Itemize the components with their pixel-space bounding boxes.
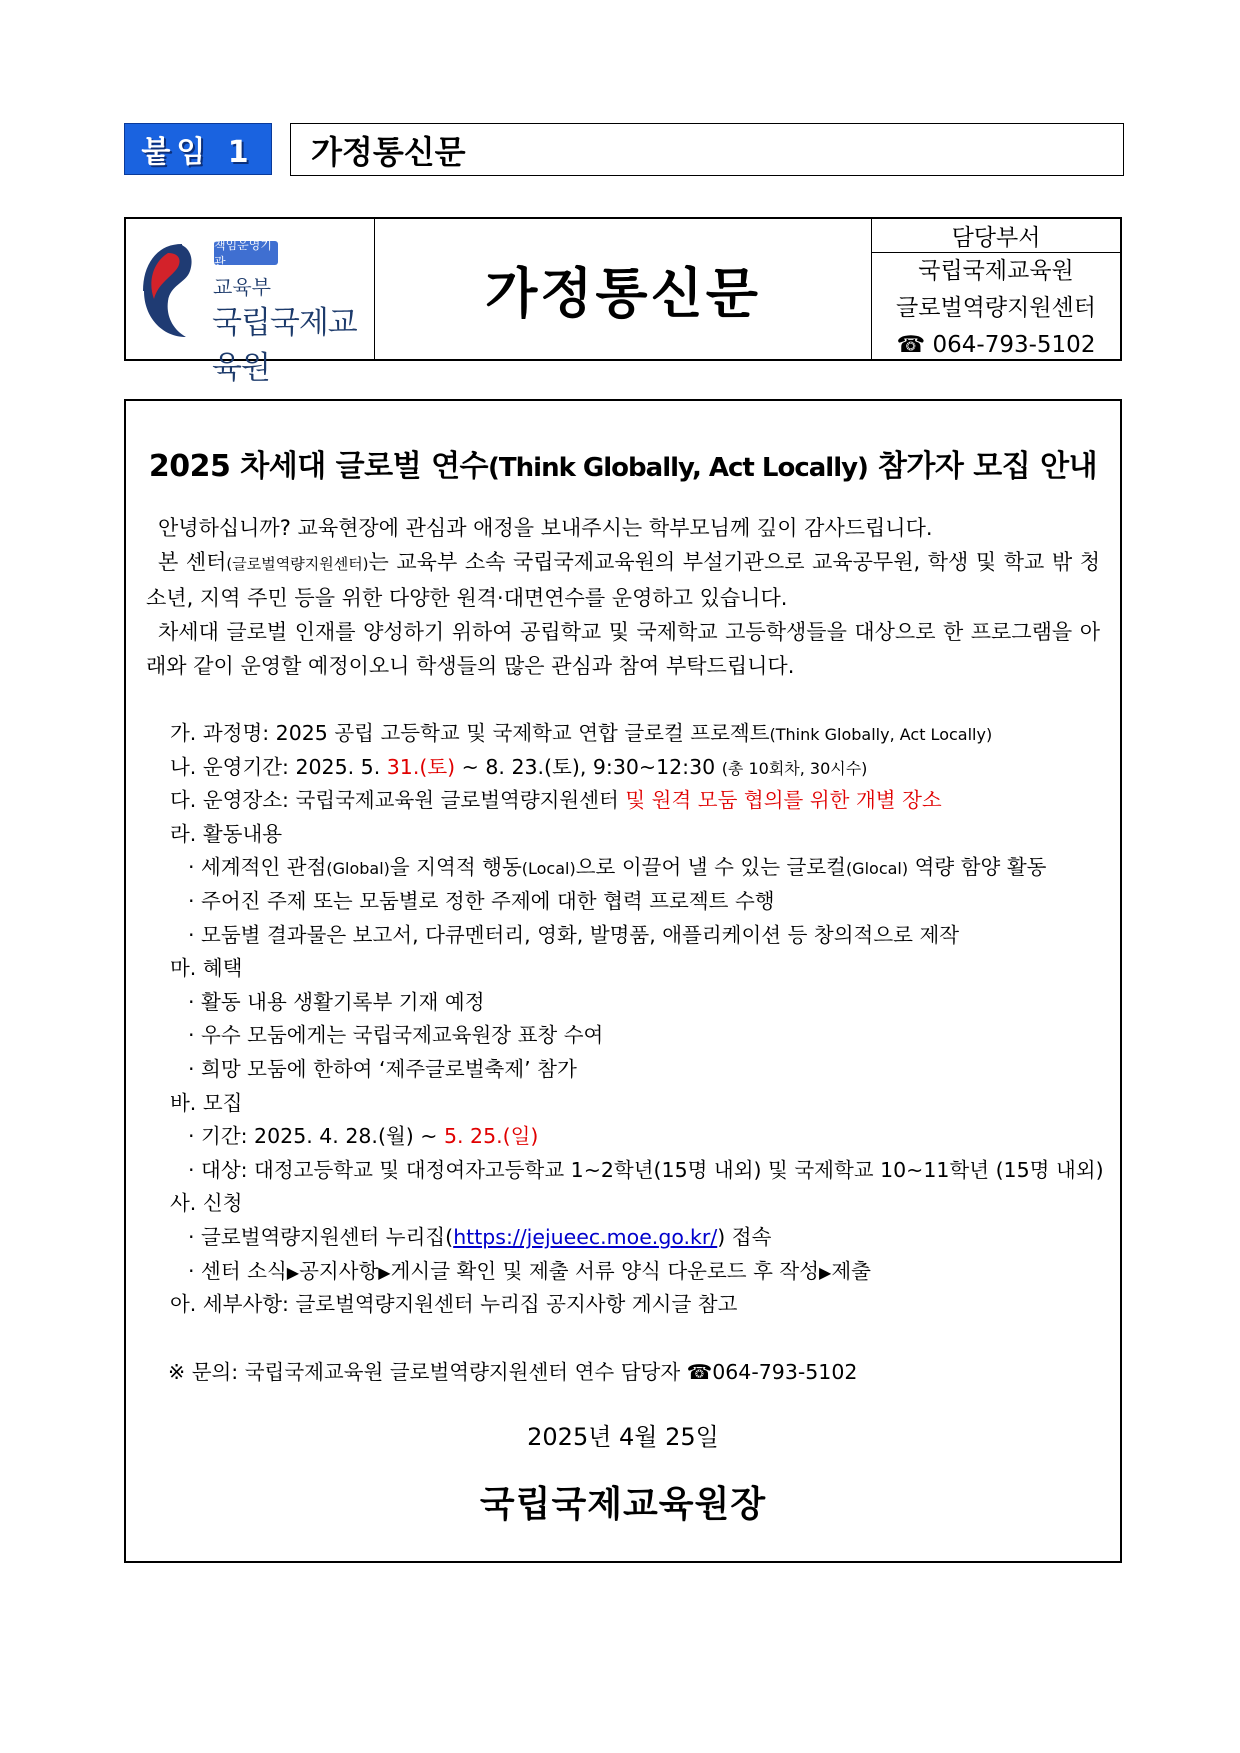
department-box xyxy=(872,219,1120,359)
sa2-b: 공지사항 xyxy=(299,1258,379,1283)
phone-icon: ☎ xyxy=(896,332,926,358)
header-title: 가정통신문 xyxy=(375,219,872,359)
item-recruitment-heading: 바. 모집 xyxy=(170,1090,243,1115)
phone-number: 064-793-5102 xyxy=(932,332,1096,358)
activity-item xyxy=(170,851,1110,885)
activity-item: · 모둠별 결과물은 보고서, 다큐멘터리, 영화, 발명품, 애플리케이션 등 창의적으로 제작 xyxy=(188,922,960,947)
application-steps xyxy=(170,1255,1110,1289)
notice-title xyxy=(126,441,1120,485)
signer: 국립국제교육원장 xyxy=(479,1484,767,1525)
item-location xyxy=(170,784,1110,818)
intro-greeting: 안녕하십니까? 교육현장에 관심과 애정을 보내주시는 학부모님께 깊이 감사드립니다. xyxy=(158,516,933,540)
taegeuk-emblem-icon xyxy=(142,239,208,341)
ra1-d: 역량 함양 활동 xyxy=(908,855,1047,880)
intro-paragraphs xyxy=(146,511,1100,683)
arrow-right-icon: ▶ xyxy=(378,1262,391,1282)
title-prefix: 2025 차세대 글로벌 연수 xyxy=(148,449,489,484)
intro-program-request: 차세대 글로벌 인재를 양성하기 위하여 공립학교 및 국제학교 고등학생들을 대상으로 한 프로그램을 아래와 같이 운영할 예정이오니 학생들의 많은 관심과 참여 부탁드립니다. xyxy=(146,620,1100,678)
department-name-1: 국립국제교육원 xyxy=(918,258,1074,284)
sa1-b: ) 접속 xyxy=(717,1224,772,1249)
inquiry-text: ※ 문의: 국립국제교육원 글로벌역량지원센터 연수 담당자 xyxy=(168,1360,687,1384)
activity-item: · 주어진 주제 또는 모둠별로 정한 주제에 대한 협력 프로젝트 수행 xyxy=(188,888,775,913)
logo-badge: 책임운영기관 xyxy=(214,241,278,265)
item-benefits-heading: 마. 혜택 xyxy=(170,956,243,981)
item-application-heading: 사. 신청 xyxy=(170,1191,243,1216)
na-b: ~ 8. 23.(토), 9:30~12:30 xyxy=(455,754,722,779)
title-suffix: 참가자 모집 안내 xyxy=(867,449,1098,484)
ra1-a: · 세계적인 관점 xyxy=(188,855,327,880)
sa2-c: 게시글 확인 및 제출 서류 양식 다운로드 후 작성 xyxy=(390,1258,819,1283)
ra1-s1: (Global) xyxy=(326,859,390,879)
arrow-right-icon: ▶ xyxy=(819,1262,832,1282)
ba1-a: · 기간: 2025. 4. 28.(월) ~ xyxy=(188,1124,444,1149)
department-label: 담당부서 xyxy=(872,219,1120,253)
website-link[interactable]: https://jejueec.moe.go.kr/ xyxy=(453,1224,718,1249)
notice-body xyxy=(124,399,1122,1563)
issue-date: 2025년 4월 25일 xyxy=(527,1423,719,1451)
intro-center-description xyxy=(146,545,1100,615)
org-logo xyxy=(126,219,375,386)
department-name-2: 글로벌역량지원센터 xyxy=(896,295,1096,321)
recruitment-target: · 대상: 대정고등학교 및 대정여자고등학교 1~2학년(15명 내외) 및 국제학교 10~11학년 (15명 내외) xyxy=(188,1157,1104,1182)
arrow-right-icon: ▶ xyxy=(286,1262,300,1282)
p2-small: (글로벌역량지원센터) xyxy=(226,555,369,573)
attachment-title: 가정통신문 xyxy=(290,123,1124,176)
attachment-badge: 붙임 1 xyxy=(124,123,272,175)
item-course-name xyxy=(170,717,1110,751)
inquiry-phone: 064-793-5102 xyxy=(712,1360,858,1384)
ga-small: (Think Globally, Act Locally) xyxy=(769,725,993,744)
application-website xyxy=(170,1221,1110,1255)
logo-ministry: 교육부 xyxy=(213,275,271,299)
item-details: 아. 세부사항: 글로벌역량지원센터 누리집 공지사항 게시글 참고 xyxy=(170,1292,738,1317)
item-period xyxy=(170,751,1110,785)
phone-icon: ☎ xyxy=(686,1360,713,1384)
ga-a: 가. 과정명: 2025 공립 고등학교 및 국제학교 연합 글로컬 프로젝트 xyxy=(170,721,770,745)
ra1-b: 을 지역적 행동 xyxy=(389,855,522,880)
benefit-item: · 활동 내용 생활기록부 기재 예정 xyxy=(188,989,485,1014)
p2-a: 본 센터 xyxy=(158,550,227,574)
document-header xyxy=(124,217,1122,386)
sa2-a: · 센터 소식 xyxy=(188,1258,287,1283)
item-activities-heading: 라. 활동내용 xyxy=(170,821,283,846)
da-red: 및 원격 모둠 협의를 위한 개별 장소 xyxy=(625,788,942,813)
na-a: 나. 운영기간: 2025. 5. xyxy=(170,754,387,779)
inquiry-line xyxy=(168,1355,857,1385)
logo-org-name: 국립국제교육원 xyxy=(212,305,357,386)
ra1-s3: (Glocal) xyxy=(845,859,909,879)
recruitment-period xyxy=(170,1120,1110,1154)
p2-b: 는 교육부 소속 국립국제교육원의 부설기관으로 교육공무원, 학생 및 학교 밖 청소년, 지역 주민 등을 위한 다양한 원격·대면연수를 운영하고 있습니다. xyxy=(146,550,1100,610)
benefit-item: · 우수 모둠에게는 국립국제교육원장 표창 수여 xyxy=(188,1023,604,1048)
na-red: 31.(토) xyxy=(386,754,456,779)
ba1-red: 5. 25.(일) xyxy=(443,1124,539,1149)
ra1-c: 으로 이끌어 낼 수 있는 글로컬 xyxy=(575,855,846,880)
benefit-item: · 희망 모둠에 한하여 ‘제주글로벌축제’ 참가 xyxy=(188,1056,577,1081)
title-english: (Think Globally, Act Locally) xyxy=(488,453,868,483)
da-a: 다. 운영장소: 국립국제교육원 글로벌역량지원센터 xyxy=(170,788,626,813)
department-phone xyxy=(897,327,1096,364)
sa1-a: · 글로벌역량지원센터 누리집( xyxy=(188,1224,454,1249)
program-details xyxy=(170,717,1110,1322)
sa2-d: 제출 xyxy=(831,1258,871,1283)
na-small: (총 10회차, 30시수) xyxy=(721,758,868,778)
ra1-s2: (Local) xyxy=(521,859,576,879)
